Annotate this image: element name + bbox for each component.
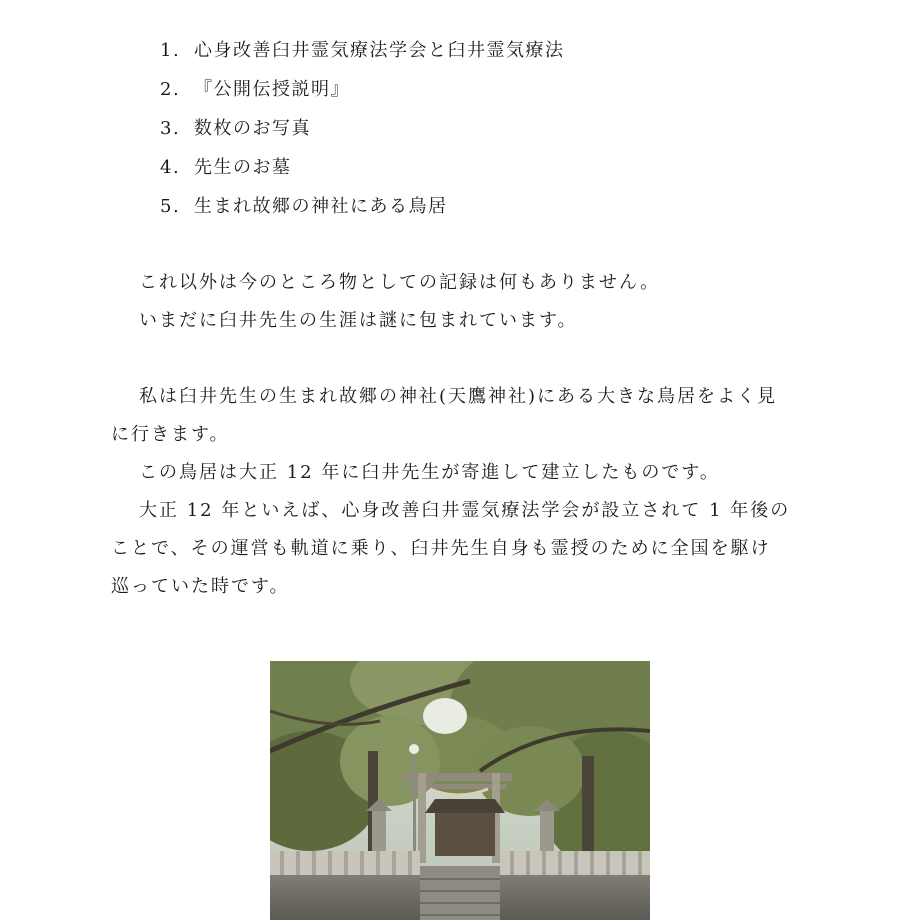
paragraph-line: 巡っていた時です。 bbox=[111, 576, 290, 597]
paragraph-torii bbox=[111, 378, 811, 606]
paragraph-line: この鳥居は大正 12 年に臼井先生が寄進して建立したものです。 bbox=[139, 462, 720, 483]
list-item bbox=[160, 75, 565, 114]
list-item bbox=[160, 36, 565, 75]
paragraph-line: いまだに臼井先生の生涯は謎に包まれています。 bbox=[139, 310, 578, 331]
paragraph-records bbox=[111, 264, 811, 340]
list-item bbox=[160, 114, 565, 153]
list-number: 3. bbox=[160, 118, 181, 139]
list-text: 先生のお墓 bbox=[194, 157, 292, 178]
record-list bbox=[160, 36, 565, 231]
list-number: 5. bbox=[160, 196, 181, 217]
list-item bbox=[160, 192, 565, 231]
paragraph-line: ことで、その運営も軌道に乗り、臼井先生自身も霊授のために全国を駆け bbox=[111, 538, 771, 559]
list-text: 数枚のお写真 bbox=[194, 118, 311, 139]
paragraph-line: これ以外は今のところ物としての記録は何もありません。 bbox=[139, 272, 661, 293]
photo-illustration bbox=[270, 661, 650, 920]
list-item bbox=[160, 153, 565, 192]
paragraph-line: 私は臼井先生の生まれ故郷の神社(天鷹神社)にある大きな鳥居をよく見 bbox=[139, 386, 778, 407]
paragraph-line: 大正 12 年といえば、心身改善臼井霊気療法学会が設立されて 1 年後の bbox=[139, 500, 791, 521]
list-text: 生まれ故郷の神社にある鳥居 bbox=[194, 196, 448, 217]
shrine-torii-photo bbox=[270, 661, 650, 920]
paragraph-line: に行きます。 bbox=[111, 424, 230, 445]
list-number: 4. bbox=[160, 157, 181, 178]
list-number: 1. bbox=[160, 40, 181, 61]
list-text: 『公開伝授説明』 bbox=[194, 79, 350, 100]
list-text: 心身改善臼井霊気療法学会と臼井霊気療法 bbox=[194, 40, 565, 61]
list-number: 2. bbox=[160, 79, 181, 100]
